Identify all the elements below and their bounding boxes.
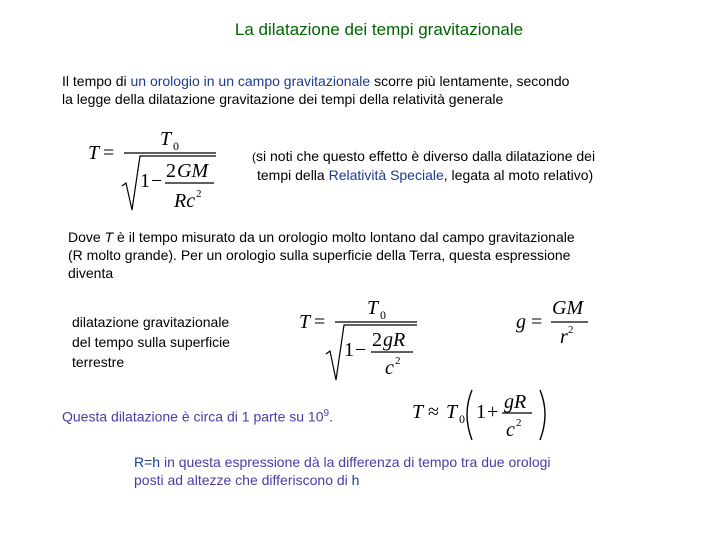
eq1-T: T bbox=[88, 142, 100, 164]
intro-text-1: Il tempo di bbox=[62, 73, 131, 89]
gravity-equation bbox=[514, 296, 594, 348]
eq1-minus: − bbox=[151, 170, 163, 192]
eq2-sub0: 0 bbox=[380, 308, 386, 322]
approximation-equation bbox=[408, 386, 558, 444]
eq2-c: c bbox=[385, 357, 394, 379]
eq4-right-paren bbox=[540, 390, 545, 440]
page-title: La dilatazione dei tempi gravitazionale bbox=[234, 20, 524, 39]
conclusion-text-2: posti ad altezze che differiscono di bbox=[134, 472, 352, 488]
eq1-GM: GM bbox=[177, 160, 209, 182]
eq1-T0: T bbox=[160, 128, 172, 150]
approximation-text bbox=[62, 405, 392, 426]
approx-text: Questa dilatazione è circa di 1 parte su 10 bbox=[62, 408, 324, 425]
eq4-one: 1 bbox=[476, 401, 486, 423]
dove-text-4: diventa bbox=[68, 265, 114, 281]
intro-text-2: scorre più lentamente, secondo bbox=[370, 73, 570, 89]
note-highlight: Relatività Speciale bbox=[328, 167, 444, 183]
eq4-c: c bbox=[506, 419, 515, 441]
eq4-T0: T bbox=[446, 401, 458, 423]
surface-label-line-2: del tempo sulla superficie bbox=[72, 334, 230, 350]
approx-exponent: 9 bbox=[323, 408, 330, 419]
dove-text-1: Dove bbox=[68, 229, 105, 245]
eq4-sub0: 0 bbox=[459, 412, 465, 426]
eq4-T: T bbox=[412, 401, 424, 423]
definition-paragraph bbox=[68, 228, 688, 282]
intro-paragraph bbox=[62, 72, 682, 108]
eq2-gR: gR bbox=[383, 329, 406, 351]
eq2-exp2: 2 bbox=[395, 355, 401, 367]
eq1-exp2: 2 bbox=[196, 188, 202, 200]
dove-text-2: è il tempo misurato da un orologio molto lontano dal campo gravitazionale bbox=[113, 229, 575, 245]
eq2-T: T bbox=[299, 311, 311, 333]
note-text-2: tempi della bbox=[257, 167, 329, 183]
eq4-gR: gR bbox=[504, 391, 527, 413]
eq1-equals: = bbox=[103, 142, 115, 164]
approx-tail: . bbox=[329, 408, 333, 425]
time-dilation-equation bbox=[84, 128, 224, 216]
eq3-equals: = bbox=[531, 311, 543, 333]
conclusion-text-1: in questa espressione dà la differenza di tempo tra due orologi bbox=[160, 454, 551, 470]
eq2-two: 2 bbox=[372, 329, 382, 351]
note-text-1: si noti che questo effetto è diverso dalla dilatazione dei bbox=[256, 148, 596, 164]
surface-dilation-equation bbox=[295, 294, 425, 386]
conclusion-rh: R=h bbox=[134, 454, 161, 470]
conclusion-paragraph bbox=[134, 453, 654, 489]
eq4-exp2: 2 bbox=[516, 417, 522, 429]
eq4-left-paren bbox=[467, 390, 472, 440]
eq4-plus: + bbox=[487, 401, 499, 423]
dove-T: T bbox=[104, 229, 114, 245]
surface-label-line-1: dilatazione gravitazionale bbox=[72, 314, 230, 330]
dove-text-3: (R molto grande). Per un orologio sulla superficie della Terra, questa espressione bbox=[68, 247, 571, 263]
eq3-GM: GM bbox=[552, 297, 584, 319]
eq1-two: 2 bbox=[166, 160, 176, 182]
eq3-g: g bbox=[516, 311, 526, 333]
special-relativity-note bbox=[252, 147, 672, 184]
eq2-one: 1 bbox=[344, 339, 354, 361]
intro-text-3: la legge della dilatazione gravitazione dei tempi della relatività generale bbox=[62, 91, 504, 107]
eq1-Rc: Rc bbox=[174, 190, 196, 212]
eq1-sub0: 0 bbox=[173, 139, 179, 153]
note-paren: ( bbox=[252, 150, 256, 164]
surface-label-line-3: terrestre bbox=[72, 354, 125, 370]
note-text-3: , legata al moto relativo) bbox=[443, 167, 594, 183]
eq2-equals: = bbox=[314, 311, 326, 333]
eq4-approx: ≈ bbox=[428, 401, 439, 423]
eq2-minus: − bbox=[355, 339, 367, 361]
surface-label bbox=[72, 312, 272, 372]
eq3-exp2: 2 bbox=[568, 324, 574, 336]
eq1-one: 1 bbox=[140, 170, 150, 192]
eq3-r: r bbox=[560, 326, 568, 348]
eq2-T0: T bbox=[367, 297, 379, 319]
intro-highlight: un orologio in un campo gravitazionale bbox=[130, 73, 371, 89]
conclusion-h: h bbox=[351, 472, 360, 488]
